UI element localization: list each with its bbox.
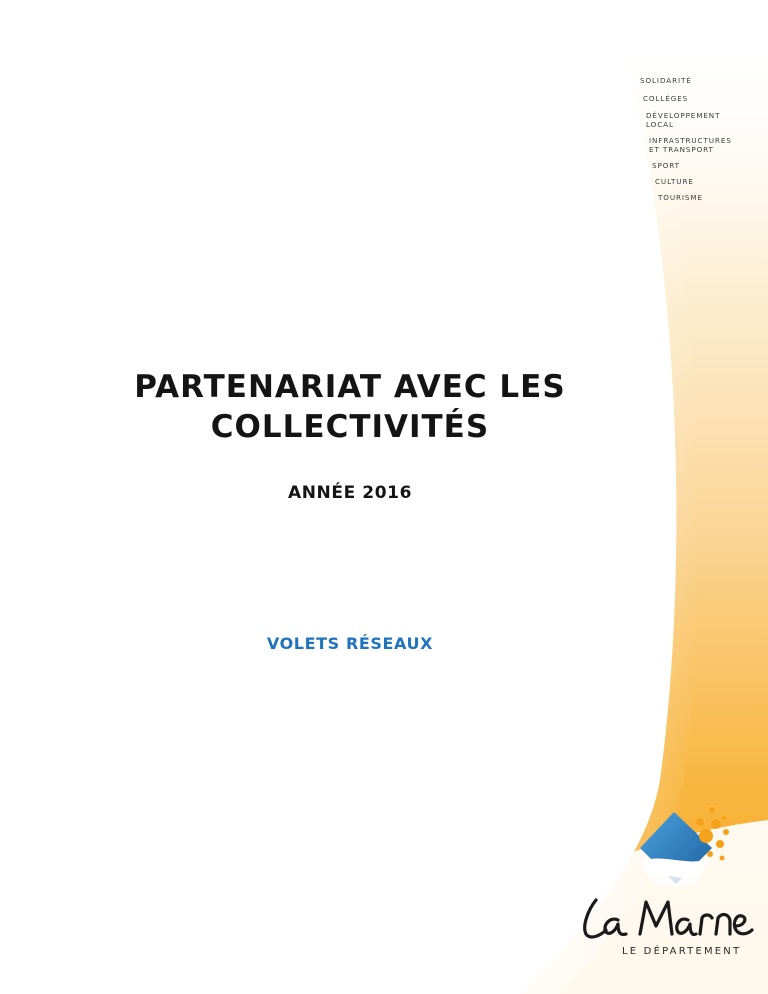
theme-item-developpement-local: DÉVELOPPEMENT LOCAL [646,111,721,129]
document-title: PARTENARIAT AVEC LES COLLECTIVITÉS [134,369,566,445]
theme-item-culture: CULTURE [655,177,694,186]
theme-item-tourisme: TOURISME [658,193,703,202]
theme-item-infrastructures: INFRASTRUCTURES ET TRANSPORT [649,136,732,154]
section-title: VOLETS RÉSEAUX [266,634,434,653]
theme-item-solidarite: SOLIDARITÉ [640,76,692,85]
logo-tagline: LE DÉPARTEMENT [622,946,742,957]
document-year: ANNÉE 2016 [287,483,413,503]
theme-list [0,0,768,260]
theme-item-colleges: COLLÈGES [643,94,689,103]
theme-item-sport: SPORT [652,161,680,170]
